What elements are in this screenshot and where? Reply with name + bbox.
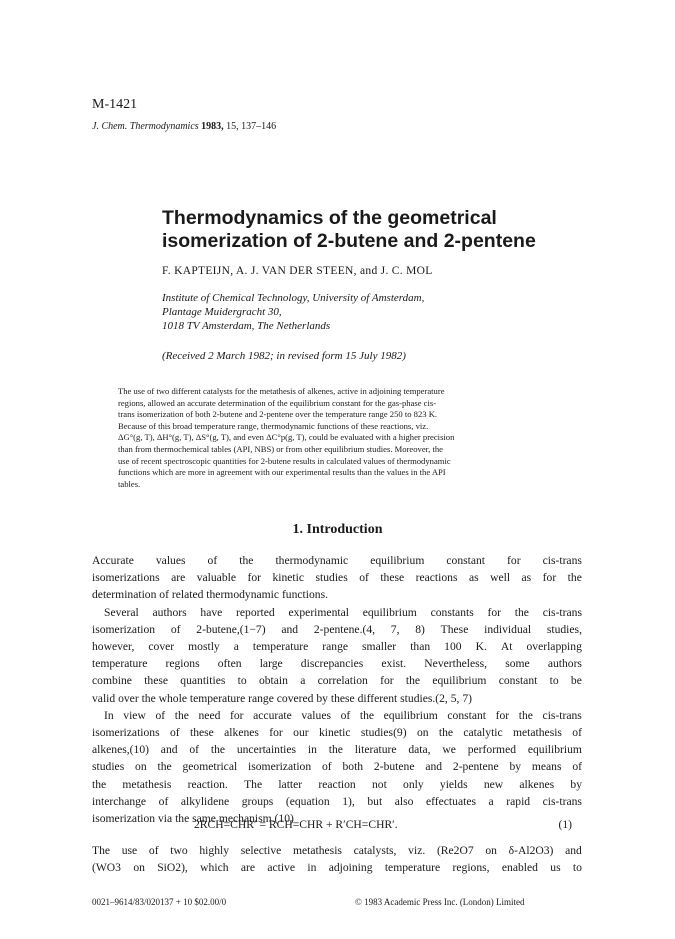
body-line: (WO3 on SiO2), which are active in adjoining temperature regions, enabled us to (92, 861, 582, 875)
title-line: Thermodynamics of the geometrical (162, 207, 497, 229)
body-line: isomerizations are valuable for kinetic studies of these reactions as well as for the (92, 571, 582, 585)
journal-pages: 15, 137–146 (226, 121, 277, 132)
paper-title (162, 207, 632, 253)
body-text (92, 552, 582, 827)
title-line: isomerization of 2-butene and 2-pentene (162, 230, 536, 252)
equation-text: 2RCH=CHR′ = RCH=CHR + R′CH=CHR′. (194, 818, 398, 831)
body-line: however, cover mostly a temperature range smaller than 100 K. At overlapping (92, 640, 582, 654)
footer-copyright: © 1983 Academic Press Inc. (London) Limited (355, 897, 525, 907)
institution-line: 1018 TV Amsterdam, The Netherlands (162, 320, 331, 332)
institution-line: Institute of Chemical Technology, University of Amsterdam, (162, 292, 425, 304)
manuscript-code: M-1421 (92, 97, 138, 112)
abstract-line: ΔG°(g, T), ΔH°(g, T), ΔS°(g, T), and even ΔC°p(g, T), could be evaluated with a higher precision (118, 432, 455, 443)
institution-address (162, 291, 424, 333)
body-text-continued (92, 842, 582, 876)
body-line: interchange of alkylidene groups (equation 1), but also effectuates a rapid cis-trans (92, 794, 582, 808)
author-list: F. KAPTEIJN, A. J. VAN DER STEEN, and J. C. MOL (162, 265, 433, 277)
body-line: Accurate values of the thermodynamic equilibrium constant for cis-trans (92, 554, 582, 567)
institution-line: Plantage Muidergracht 30, (162, 306, 282, 318)
equation-number: (1) (558, 818, 572, 831)
footer-issn: 0021–9614/83/020137 + 10 $02.00/0 (92, 897, 227, 907)
body-line: The use of two highly selective metathesis catalysts, viz. (Re2O7 on δ-Al2O3) and (92, 844, 582, 857)
abstract (118, 386, 568, 490)
body-line: In view of the need for accurate values of the equilibrium constant for the cis-trans (104, 708, 582, 722)
body-line: the metathesis reaction. The latter reaction not only yields new alkenes by (92, 777, 582, 791)
section-heading: 1. Introduction (292, 522, 383, 537)
abstract-line: functions which are more in agreement with our experimental results than the values in the API (118, 467, 446, 478)
received-date: (Received 2 March 1982; in revised form 15 July 1982) (162, 350, 406, 362)
body-line: alkenes,(10) and of the uncertainties in the literature data, we performed equilibrium (92, 743, 582, 757)
abstract-line: tables. (118, 478, 141, 489)
body-line: isomerizations of these alkenes for our kinetic studies(9) on the catalytic metathesis of (92, 726, 582, 740)
abstract-line: The use of two different catalysts for the metathesis of alkenes, active in adjoining temperature (118, 386, 445, 396)
abstract-line: use of recent spectroscopic quantities for 2-butene results in calculated values of thermodynamic (118, 455, 451, 466)
body-line: combine these quantities to obtain a correlation for the equilibrium constant to be (92, 674, 582, 688)
body-line: temperature regions often large discrepancies exist. Nevertheless, some authors (92, 657, 582, 671)
body-line: Several authors have reported experimental equilibrium constants for the cis-trans (104, 605, 582, 619)
journal-name: J. Chem. Thermodynamics (92, 121, 199, 132)
journal-citation (92, 121, 276, 132)
abstract-line: than from thermochemical tables (API, NBS) or from other equilibrium studies. Moreover, the (118, 443, 443, 454)
abstract-line: regions, allowed an accurate determination of the equilibrium constant for the gas-phase cis- (118, 397, 437, 408)
abstract-line: trans isomerization of both 2-butene and 2-pentene over the temperature range 250 to 823 K. (118, 409, 438, 420)
body-line: valid over the whole temperature range covered by these different studies.(2, 5, 7) (92, 691, 472, 705)
body-line: determination of related thermodynamic functions. (92, 588, 328, 602)
abstract-line: Because of this broad temperature range, thermodynamic functions of these reactions, viz. (118, 420, 429, 431)
body-line: studies on the geometrical isomerization of both 2-butene and 2-pentene by means of (92, 760, 582, 774)
body-line: isomerization via the same mechanism.(10) (92, 812, 294, 826)
journal-year: 1983, (201, 121, 224, 132)
body-line: isomerization of 2-butene,(1−7) and 2-pentene.(4, 7, 8) These individual studies, (92, 622, 582, 636)
